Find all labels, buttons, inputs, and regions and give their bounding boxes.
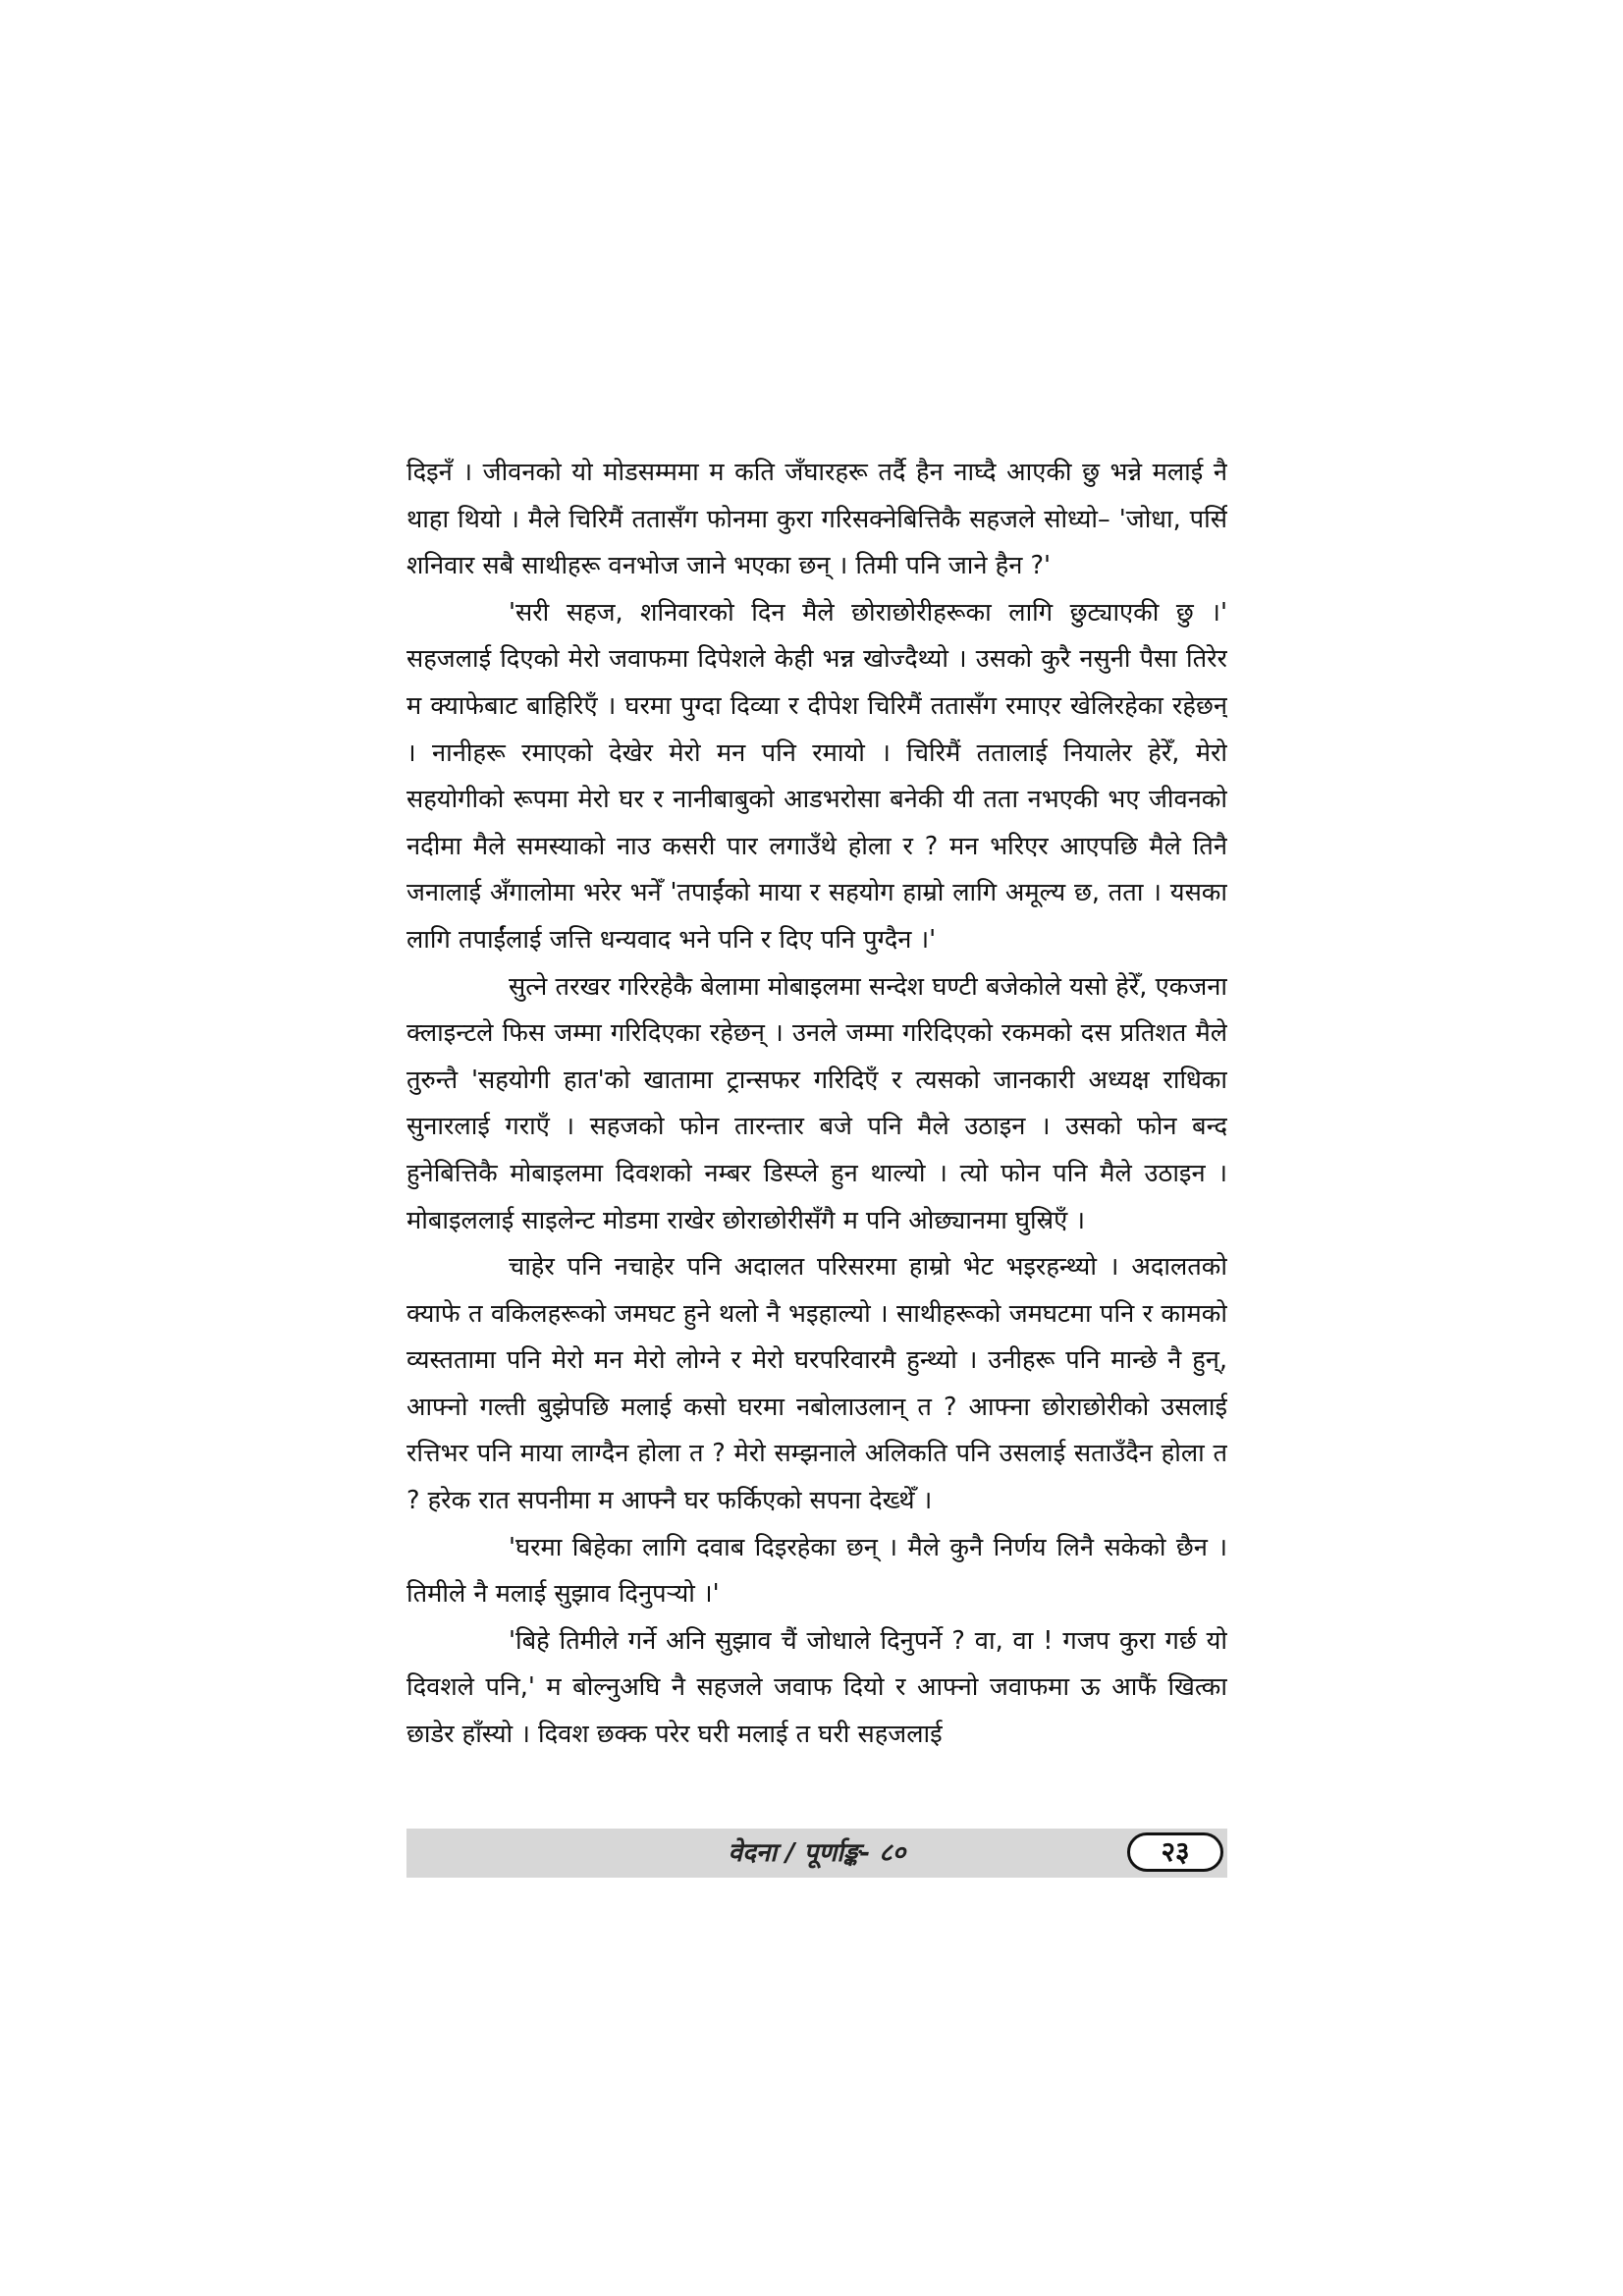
paragraph: 'घरमा बिहेका लागि दवाब दिइरहेका छन् । मैले कुनै निर्णय लिनै सकेको छैन । तिमीले नै मलाई सुझाव दिनुपर्‍यो ।' [406, 1532, 1227, 1610]
paragraph: सुत्ने तरखर गरिरहेकै बेलामा मोबाइलमा सन्देश घण्टी बजेकोले यसो हेरेँ, एकजना क्लाइन्टले फिस जम्मा गरिदिएका रहेछन् । उनले जम्मा गरिदिएको रकमको दस प्रतिशत मैले तुरुन्तै 'सहयोगी हात'को खातामा ट्रान्सफर गरिदिएँ र त्यसको जानकारी अध्यक्ष राधिका सुनारलाई गराएँ । सहजको फोन तारन्तार बजे पनि मैले उठाइन । उसको फोन बन्द हुनेबित्तिकै मोबाइलमा दिवशको नम्बर डिस्प्ले हुन थाल्यो । त्यो फोन पनि मैले उठाइन । मोबाइललाई साइलेन्ट मोडमा राखेर छोराछोरीसँगै म पनि ओछ्यानमा घुस्रिएँ । [406, 971, 1227, 1235]
body-text [406, 450, 1227, 1817]
paragraph: 'बिहे तिमीले गर्ने अनि सुझाव चैं जोधाले दिनुपर्ने ? वा, वा ! गजप कुरा गर्छ यो दिवशले पनि,' म बोल्नुअघि नै सहजले जवाफ दियो र आफ्नो जवाफमा ऊ आफैं खित्का छाडेर हाँस्यो । दिवश छक्क परेर घरी मलाई त घरी सहजलाई [406, 1625, 1227, 1750]
paragraph: चाहेर पनि नचाहेर पनि अदालत परिसरमा हाम्रो भेट भइरहन्थ्यो । अदालतको क्याफे त वकिलहरूको जमघट हुने थलो नै भइहाल्यो । साथीहरूको जमघटमा पनि र कामको व्यस्ततामा पनि मेरो मन मेरो लोग्ने र मेरो घरपरिवारमै हुन्थ्यो । उनीहरू पनि मान्छे नै हुन्, आफ्नो गल्ती बुझेपछि मलाई कसो घरमा नबोलाउलान् त ? आफ्ना छोराछोरीको उसलाई रत्तिभर पनि माया लाग्दैन होला त ? मेरो सम्झनाले अलिकति पनि उसलाई सताउँदैन होला त ? हरेक रात सपनीमा म आफ्नै घर फर्किएको सपना देख्थेँ । [406, 1252, 1227, 1516]
journal-reference: वेदना / पूर्णाङ्क- ८० [728, 1838, 906, 1868]
paragraph: 'सरी सहज, शनिवारको दिन मैले छोराछोरीहरूका लागि छुट्याएकी छु ।' सहजलाई दिएको मेरो जवाफमा दिपेशले केही भन्न खोज्दैथ्यो । उसको कुरै नसुनी पैसा तिरेर म क्याफेबाट बाहिरिएँ । घरमा पुग्दा दिव्या र दीपेश चिरिमैं ततासँग रमाएर खेलिरहेका रहेछन् । नानीहरू रमाएको देखेर मेरो मन पनि रमायो । चिरिमैं ततालाई नियालेर हेरेँ, मेरो सहयोगीको रूपमा मेरो घर र नानीबाबुको आडभरोसा बनेकी यी तता नभएकी भए जीवनको नदीमा मैले समस्याको नाउ कसरी पार लगाउँथे होला र ? मन भरिएर आएपछि मैले तिनै जनालाई अँगालोमा भरेर भनेँ 'तपाईंको माया र सहयोग हाम्रो लागि अमूल्य छ, तता । यसका लागि तपाईंलाई जत्ति धन्यवाद भने पनि र दिए पनि पुग्दैन ।' [406, 597, 1227, 955]
page-footer [406, 1829, 1227, 1878]
paragraph: दिइनँ । जीवनको यो मोडसम्ममा म कति जँघारहरू तर्दै हैन नाघ्दै आएकी छु भन्ने मलाई नै थाहा थियो । मैले चिरिमैं ततासँग फोनमा कुरा गरिसक्नेबित्तिकै सहजले सोध्यो– 'जोधा, पर्सि शनिवार सबै साथीहरू वनभोज जाने भएका छन् । तिमी पनि जाने हैन ?' [406, 458, 1227, 581]
page-number: २३ [1127, 1832, 1223, 1872]
